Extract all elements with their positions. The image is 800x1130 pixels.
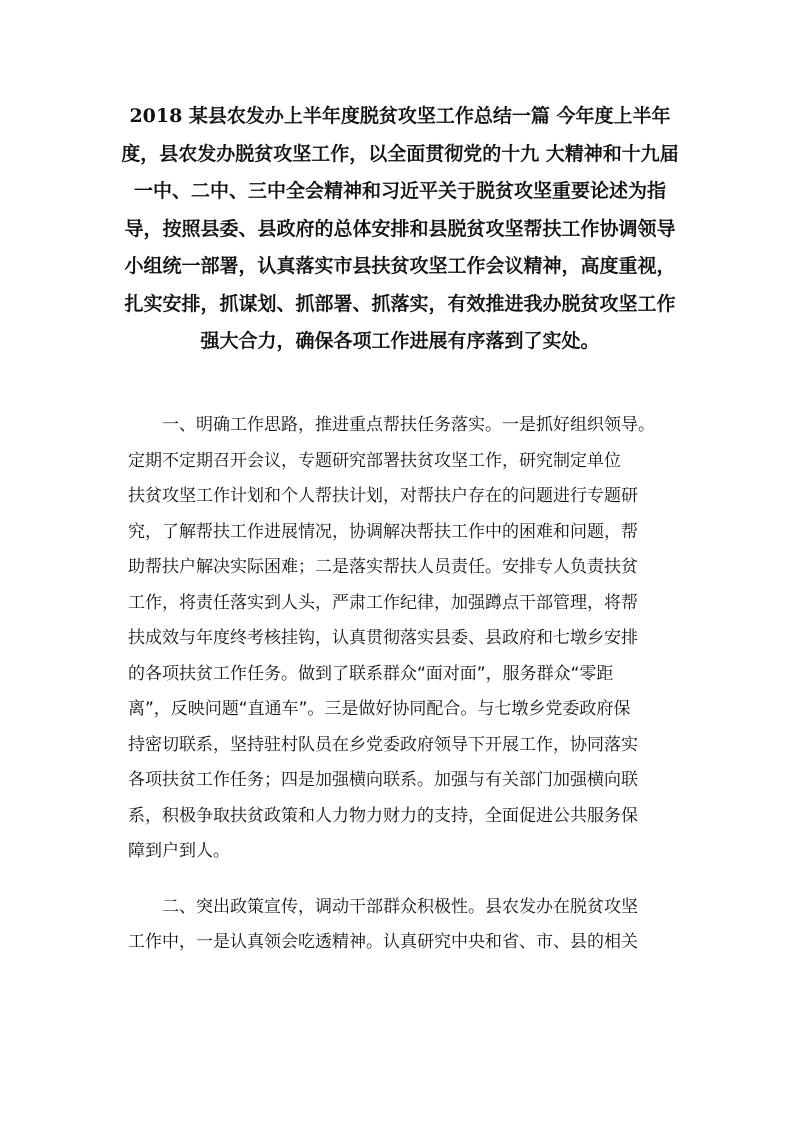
title-line: 一中、二中、三中全会精神和习近平关于脱贫攻坚重要论述为指 (133, 180, 666, 202)
paragraph-line: 究，了解帮扶工作进展情况，协调解决帮扶工作中的困难和问题，帮 (128, 521, 638, 542)
title-line: 强大合力，确保各项工作进展有序落到了实处。 (200, 330, 600, 352)
paragraph-line: 持密切联系，坚持驻村队员在乡党委政府领导下开展工作，协同落实 (128, 734, 638, 755)
document-body (128, 408, 684, 961)
paragraph-line: 工作，将责任落实到人头，严肃工作纪律，加强蹲点干部管理，将帮 (128, 592, 638, 613)
paragraph-line: 离”，反映问题“直通车”。三是做好协同配合。与七墩乡党委政府保 (128, 699, 631, 719)
paragraph-line: 一、明确工作思路，推进重点帮扶任务落实。一是抓好组织领导。 (162, 415, 655, 435)
paragraph-line: 系，积极争取扶贫政策和人力物力财力的支持，全面促进公共服务保 (128, 805, 638, 826)
paragraph-line: 定期不定期召开会议，专题研究部署扶贫攻坚工作，研究制定单位 (128, 450, 621, 471)
paragraph-line: 工作中，一是认真领会吃透精神。认真研究中央和省、市、县的相关 (128, 932, 638, 952)
paragraph-spacer (128, 870, 684, 890)
title-line: 2018 某县农发办上半年度脱贫攻坚工作总结一篇 今年度上半年 (129, 105, 671, 127)
paragraph-line: 助帮扶户解决实际困难；二是落实帮扶人员责任。安排专人负责扶贫 (128, 557, 638, 577)
paragraph-2 (128, 890, 684, 961)
title-line: 扎实安排，抓谋划、抓部署、抓落实，有效推进我办脱贫攻坚工作 (124, 292, 676, 315)
paragraph-1 (128, 408, 684, 870)
paragraph-line: 二、突出政策宣传，调动干部群众积极性。县农发办在脱贫攻坚 (162, 896, 638, 917)
title-line: 导，按照县委、县政府的总体安排和县脱贫攻坚帮扶工作协调领导 (124, 217, 676, 240)
paragraph-line: 的各项扶贫工作任务。做到了联系群众“面对面”，服务群众“零距 (128, 663, 614, 684)
title-line: 度，县农发办脱贫攻坚工作，以全面贯彻党的十九 大精神和十九届 (121, 142, 679, 165)
title-line: 小组统一部署，认真落实市县扶贫攻坚工作会议精神，高度重视， (124, 255, 676, 277)
paragraph-line: 扶成效与年度终考核挂钩，认真贯彻落实县委、县政府和七墩乡安排 (128, 628, 638, 648)
paragraph-line: 障到户到人。 (128, 841, 230, 861)
paragraph-line: 各项扶贫工作任务；四是加强横向联系。加强与有关部门加强横向联 (128, 770, 638, 790)
document-title (100, 98, 700, 361)
paragraph-line: 扶贫攻坚工作计划和个人帮扶计划，对帮扶户存在的问题进行专题研 (128, 486, 638, 506)
